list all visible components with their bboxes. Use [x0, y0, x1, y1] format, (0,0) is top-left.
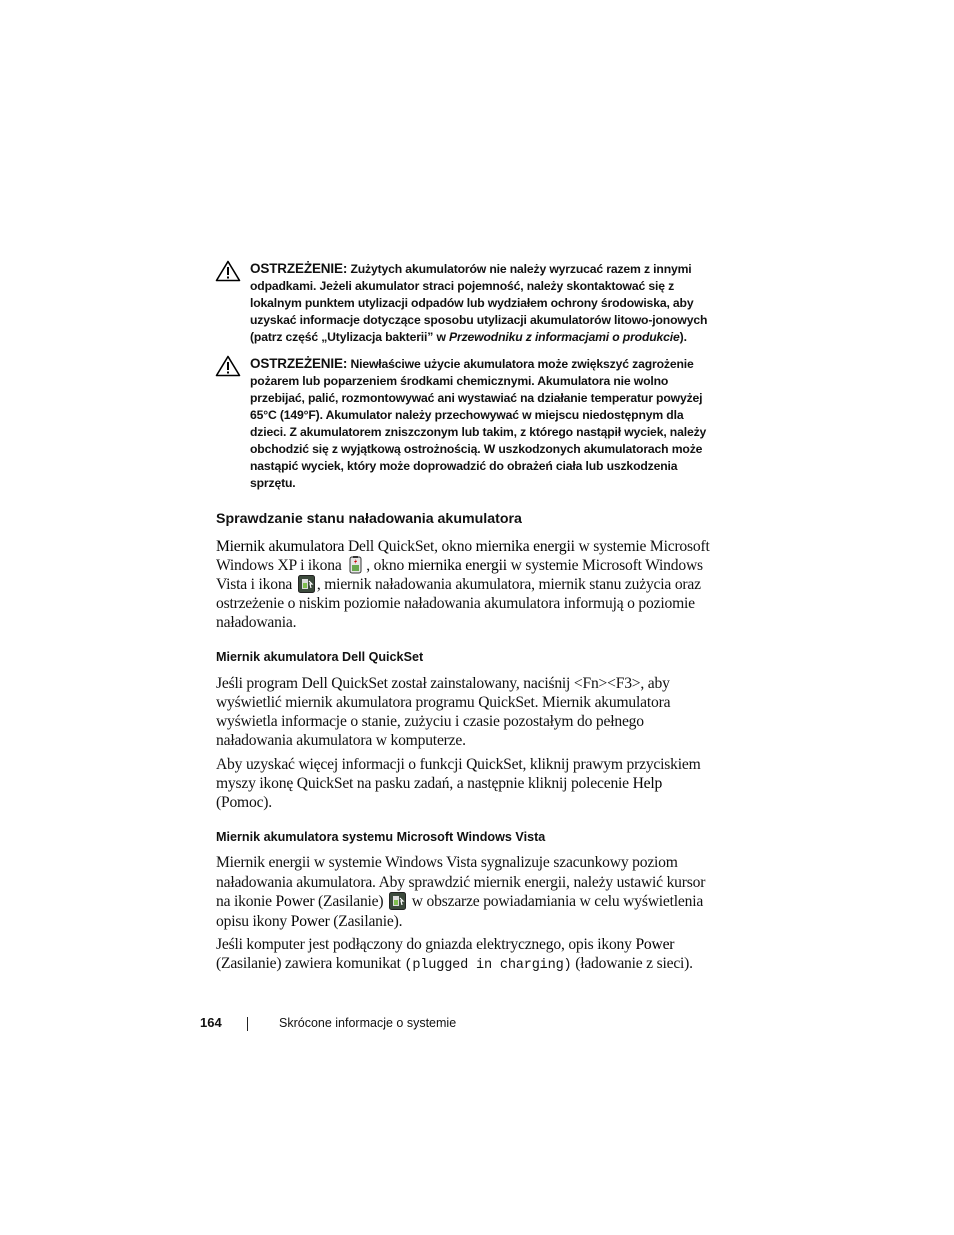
vista-paragraph-1	[216, 853, 716, 931]
quickset-paragraph-1: Jeśli program Dell QuickSet został zainstalowany, naciśnij <Fn><F3>, aby wyświetlić miernik akumulatora programu QuickSet. Miernik akumulatora wyświetla informacje o stanie, zużyciu i czasie pozostałym do pełnego naładowania akumulatora w komputerze.	[216, 675, 671, 749]
warning-triangle-icon	[215, 355, 241, 377]
text-run: Aby uzyskać więcej informacji o funkcji QuickSet, kliknij prawym przyciskiem myszy ikonę QuickSet na pasku zadań, a następnie kliknij polecenie	[216, 756, 701, 792]
text-run: (ładowanie z sieci).	[571, 955, 693, 972]
term-power-meter: miernika energii	[407, 557, 507, 574]
text-run: , okno	[366, 557, 408, 574]
code-message: (plugged in charging)	[404, 958, 572, 973]
term-power: Power	[635, 936, 675, 953]
footer-separator	[247, 1017, 248, 1031]
text-run: (Pomoc).	[216, 794, 273, 811]
vista-paragraph-2	[216, 935, 716, 975]
warning-triangle-icon	[215, 260, 241, 282]
subsection-heading-vista: Miernik akumulatora systemu Microsoft Windows Vista	[216, 830, 546, 844]
text-run: Miernik energii w systemie Windows Vista sygnalizuje szacunkowy poziom naładowania akumulatora. Aby sprawdzić miernik energii, należy ustawić kursor na ikonie	[216, 854, 706, 910]
warning-text	[250, 355, 715, 492]
vista-power-icon	[389, 892, 406, 910]
text-run: w obszarze powiadamiania w celu wyświetlenia opisu ikony	[216, 893, 704, 930]
warning-block-misuse	[215, 355, 715, 492]
warning-label: OSTRZEŻENIE:	[250, 261, 348, 276]
text-run: Dell QuickSet, okno	[344, 538, 476, 555]
intro-paragraph	[216, 537, 716, 632]
warning-reference: Przewodniku z informacjami o produkcie	[449, 330, 680, 344]
page-number: 164	[200, 1015, 222, 1030]
warning-body: Zużytych akumulatorów nie należy wyrzucać razem z innymi odpadkami. Jeżeli akumulator straci pojemność, należy skontaktować się z lokalnym punktem utylizacji odpadów lub wydziałem ochrony środowiska, aby uzyskać informacje dotyczące sposobu utylizacji akumulatorów litowo-jonowych (patrz część „Utylizacja bakterii” w	[250, 262, 708, 344]
footer-title: Skrócone informacje o systemie	[279, 1016, 457, 1030]
quickset-paragraph-2	[216, 755, 716, 812]
term-battery-meter: Miernik akumulatora	[216, 538, 345, 555]
text-run: (Zasilanie).	[329, 912, 403, 930]
vista-power-icon	[298, 575, 315, 593]
text-run: w systemie Microsoft Windows Vista i ikona	[216, 557, 703, 593]
term-power: Power	[290, 912, 330, 930]
subsection-heading-quickset: Miernik akumulatora Dell QuickSet	[216, 650, 424, 664]
warning-body: Niewłaściwe użycie akumulatora może zwiększyć zagrożenie pożarem lub poparzeniem środkami chemicznymi. Akumulatora nie wolno przebijać, palić, rozmontowywać ani wystawiać na działanie temperatur powyżej 65°C (149°F). Akumulator należy przechowywać w miejscu niedostępnym dla dzieci. Z akumulatorem zniszczonym lub takim, z którego nastąpił wyciek, należy obchodzić się z wyjątkową ostrożnością. W uszkodzonych akumulatorach może nastąpić wyciek, który może doprowadzić do obrażeń ciała lub uszkodzenia sprzętu.	[250, 357, 707, 490]
text-run: (Zasilanie)	[314, 893, 388, 910]
xp-battery-icon	[347, 556, 364, 574]
text-run: w systemie Microsoft Windows XP i ikona	[216, 538, 710, 574]
warning-end: ).	[679, 330, 687, 344]
section-heading: Sprawdzanie stanu naładowania akumulatora	[216, 511, 522, 527]
warning-label: OSTRZEŻENIE:	[250, 356, 348, 371]
warning-text	[250, 260, 715, 346]
warning-block-disposal	[215, 260, 715, 346]
text-run: Jeśli komputer jest podłączony do gniazda elektrycznego, opis ikony	[216, 936, 636, 953]
term-power-meter: miernika energii	[475, 538, 575, 555]
term-help: Help	[632, 775, 663, 792]
text-run: (Zasilanie) zawiera komunikat	[216, 955, 405, 972]
term-power: Power	[275, 893, 315, 910]
text-run: , miernik naładowania akumulatora, miernik stanu zużycia oraz ostrzeżenie o niskim poziomie naładowania akumulatora informują o poziomie naładowania.	[216, 576, 701, 631]
